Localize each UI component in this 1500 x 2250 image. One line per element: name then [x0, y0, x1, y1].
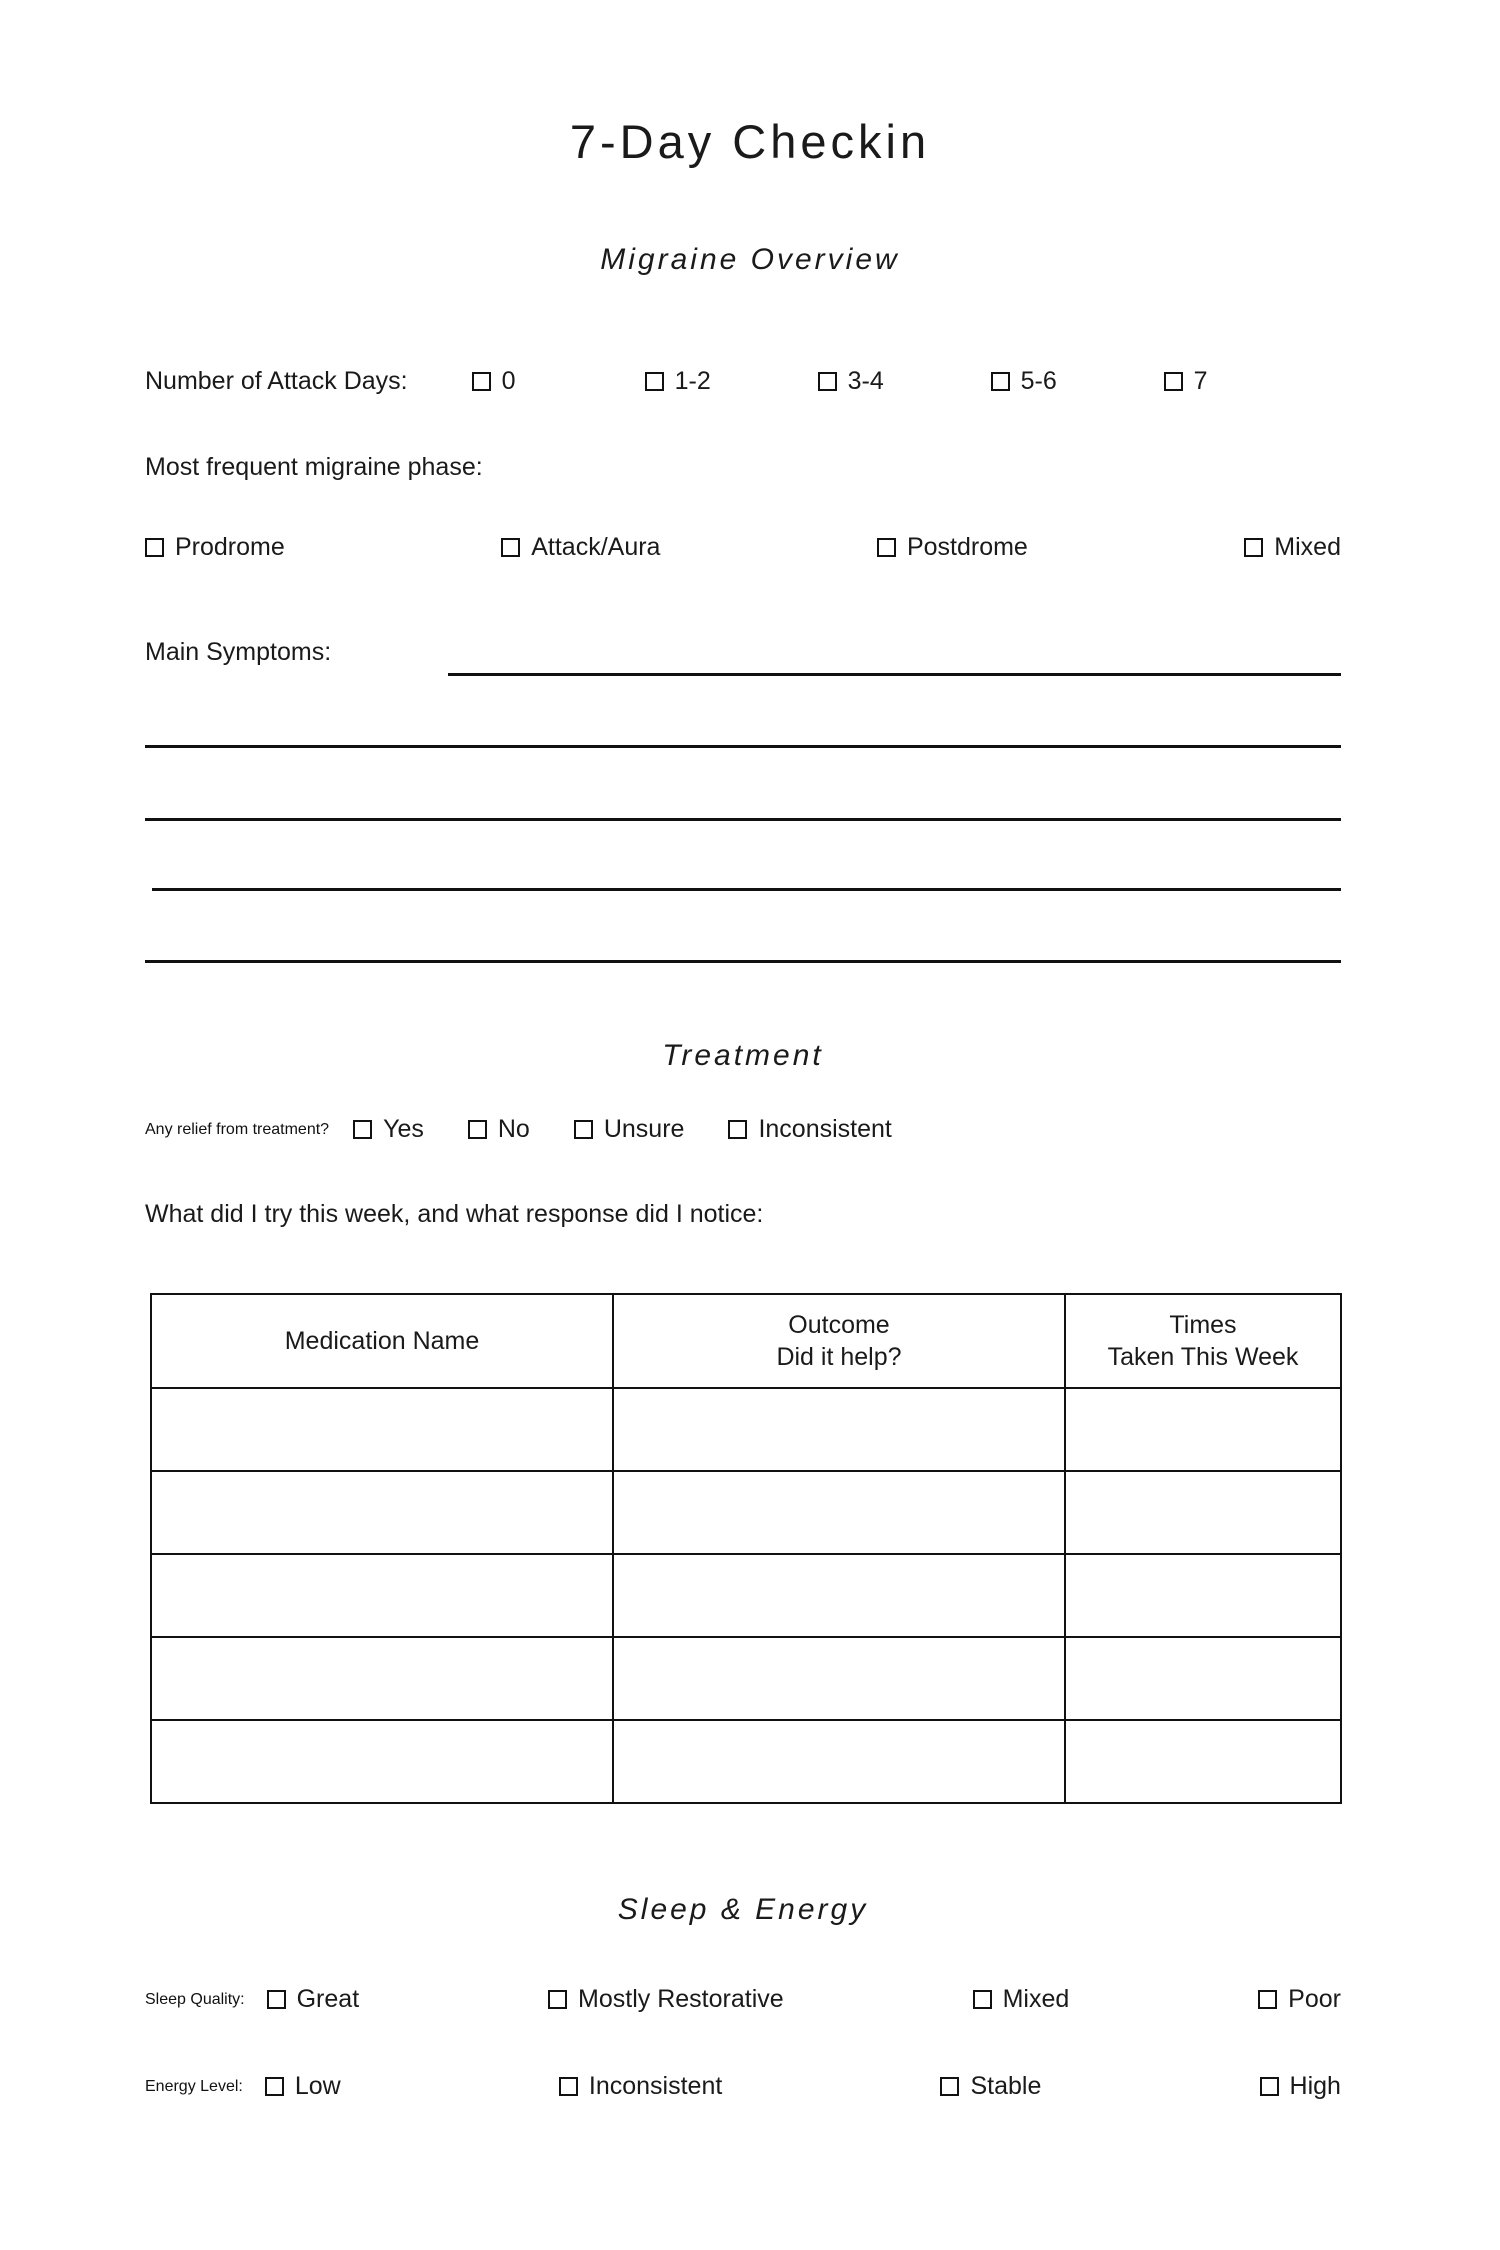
symptoms-write-line-3[interactable]	[145, 818, 1341, 821]
cell-medication-name[interactable]	[151, 1388, 613, 1471]
sleep-quality-row	[145, 1985, 1341, 2014]
symptoms-write-line-4[interactable]	[152, 888, 1341, 891]
checkbox-icon[interactable]	[1260, 2077, 1279, 2096]
symptoms-write-line-1[interactable]	[448, 673, 1341, 676]
checkbox-icon[interactable]	[574, 1120, 593, 1139]
section-heading-sleep-energy: Sleep & Energy	[617, 1893, 869, 1926]
checkbox-icon[interactable]	[353, 1120, 372, 1139]
table-row	[151, 1471, 1341, 1554]
cell-medication-name[interactable]	[151, 1720, 613, 1803]
phase-option-label: Prodrome	[175, 533, 285, 561]
sleep-quality-option-great[interactable]	[267, 1985, 360, 2014]
energy-level-option-stable[interactable]	[940, 2072, 1041, 2101]
checkbox-icon[interactable]	[877, 538, 896, 557]
table-row	[151, 1388, 1341, 1471]
relief-option-no[interactable]	[468, 1115, 530, 1144]
table-header-line-1: Medication Name	[284, 1327, 480, 1355]
cell-outcome[interactable]	[613, 1554, 1065, 1637]
checkbox-icon[interactable]	[1258, 1990, 1277, 2009]
table-header-times-taken	[1065, 1294, 1341, 1388]
cell-medication-name[interactable]	[151, 1637, 613, 1720]
checkbox-icon[interactable]	[1164, 372, 1183, 391]
energy-level-option-label: Stable	[970, 2072, 1042, 2100]
cell-times-taken[interactable]	[1065, 1720, 1341, 1803]
table-row	[151, 1554, 1341, 1637]
checkbox-icon[interactable]	[501, 538, 520, 557]
phase-option-attack-aura[interactable]	[501, 533, 660, 562]
phase-option-prodrome[interactable]	[145, 533, 285, 562]
checkbox-icon[interactable]	[991, 372, 1010, 391]
checkbox-icon[interactable]	[1244, 538, 1263, 557]
table-header-outcome	[613, 1294, 1065, 1388]
table-header-line-2: Did it help?	[776, 1343, 902, 1371]
checkbox-icon[interactable]	[145, 538, 164, 557]
relief-option-unsure[interactable]	[574, 1115, 685, 1144]
attack-days-label: Number of Attack Days:	[145, 367, 408, 395]
checkbox-icon[interactable]	[559, 2077, 578, 2096]
energy-level-option-label: Inconsistent	[588, 2072, 723, 2100]
cell-times-taken[interactable]	[1065, 1554, 1341, 1637]
main-symptoms-label: Main Symptoms:	[145, 638, 332, 666]
migraine-phase-options	[145, 533, 1341, 562]
treatment-tried-question: What did I try this week, and what response did I notice:	[145, 1200, 764, 1228]
cell-times-taken[interactable]	[1065, 1388, 1341, 1471]
phase-option-label: Mixed	[1274, 533, 1341, 561]
checkbox-icon[interactable]	[728, 1120, 747, 1139]
energy-level-option-label: Low	[294, 2072, 341, 2100]
sleep-quality-option-label: Mostly Restorative	[578, 1985, 784, 2013]
attack-days-option-label: 3-4	[847, 367, 884, 395]
phase-option-label: Attack/Aura	[531, 533, 661, 561]
table-header-line-2: Taken This Week	[1107, 1343, 1299, 1371]
energy-level-option-inconsistent[interactable]	[559, 2072, 722, 2101]
checkbox-icon[interactable]	[472, 372, 491, 391]
sleep-quality-option-label: Poor	[1288, 1985, 1341, 2013]
phase-option-label: Postdrome	[906, 533, 1028, 561]
symptoms-write-line-2[interactable]	[145, 745, 1341, 748]
checkbox-icon[interactable]	[267, 1990, 286, 2009]
section-heading-migraine-overview: Migraine Overview	[600, 243, 900, 277]
attack-days-option-label: 0	[501, 367, 516, 395]
sleep-quality-option-poor[interactable]	[1258, 1985, 1341, 2014]
checkbox-icon[interactable]	[548, 1990, 567, 2009]
table-row	[151, 1720, 1341, 1803]
energy-level-option-label: High	[1289, 2072, 1341, 2100]
attack-days-option-7[interactable]	[1164, 366, 1337, 397]
migraine-phase-label: Most frequent migraine phase:	[145, 453, 483, 481]
table-header-line-1: Outcome	[788, 1311, 890, 1339]
sleep-quality-option-label: Great	[296, 1985, 360, 2013]
relief-option-inconsistent[interactable]	[728, 1115, 891, 1144]
table-header-row	[151, 1294, 1341, 1388]
cell-medication-name[interactable]	[151, 1554, 613, 1637]
relief-options	[353, 1115, 892, 1144]
sleep-quality-option-mixed[interactable]	[973, 1985, 1070, 2014]
relief-label: Any relief from treatment?	[145, 1120, 330, 1138]
cell-outcome[interactable]	[613, 1388, 1065, 1471]
cell-outcome[interactable]	[613, 1720, 1065, 1803]
relief-option-label: Inconsistent	[758, 1115, 892, 1143]
medication-table	[150, 1293, 1342, 1804]
checkbox-icon[interactable]	[265, 2077, 284, 2096]
relief-row	[145, 1115, 1341, 1144]
cell-outcome[interactable]	[613, 1637, 1065, 1720]
relief-option-label: Yes	[383, 1115, 424, 1143]
energy-level-option-high[interactable]	[1260, 2072, 1341, 2101]
sleep-quality-options	[267, 1985, 1341, 2014]
symptoms-write-line-5[interactable]	[145, 960, 1341, 963]
sleep-quality-option-label: Mixed	[1002, 1985, 1070, 2013]
sleep-quality-label: Sleep Quality:	[145, 1990, 245, 2008]
checkbox-icon[interactable]	[940, 2077, 959, 2096]
cell-times-taken[interactable]	[1065, 1471, 1341, 1554]
checkbox-icon[interactable]	[973, 1990, 992, 2009]
energy-level-options	[265, 2072, 1341, 2101]
attack-days-options	[472, 366, 1341, 397]
relief-option-label: No	[497, 1115, 530, 1143]
table-row	[151, 1637, 1341, 1720]
attack-days-option-label: 1-2	[674, 367, 711, 395]
table-header-line-1: Times	[1169, 1311, 1237, 1339]
cell-medication-name[interactable]	[151, 1471, 613, 1554]
energy-level-row	[145, 2072, 1341, 2101]
energy-level-option-low[interactable]	[265, 2072, 341, 2101]
cell-times-taken[interactable]	[1065, 1637, 1341, 1720]
attack-days-option-5-6[interactable]	[991, 366, 1164, 397]
checkbox-icon[interactable]	[818, 372, 837, 391]
section-heading-treatment: Treatment	[662, 1039, 824, 1072]
attack-days-option-3-4[interactable]	[818, 366, 991, 397]
attack-days-option-label: 5-6	[1020, 367, 1057, 395]
page-title: 7-Day Checkin	[569, 115, 931, 168]
attack-days-option-1-2[interactable]	[645, 366, 818, 397]
table-header-medication-name	[151, 1294, 613, 1388]
attack-days-option-label: 7	[1193, 367, 1208, 395]
attack-days-option-0[interactable]	[472, 366, 645, 397]
cell-outcome[interactable]	[613, 1471, 1065, 1554]
relief-option-yes[interactable]	[353, 1115, 424, 1144]
checkbox-icon[interactable]	[468, 1120, 487, 1139]
checkbox-icon[interactable]	[645, 372, 664, 391]
attack-days-row	[145, 366, 1341, 397]
relief-option-label: Unsure	[603, 1115, 685, 1143]
sleep-quality-option-mostly-restorative[interactable]	[548, 1985, 784, 2014]
phase-option-postdrome[interactable]	[877, 533, 1028, 562]
energy-level-label: Energy Level:	[145, 2077, 243, 2095]
phase-option-mixed[interactable]	[1244, 533, 1341, 562]
